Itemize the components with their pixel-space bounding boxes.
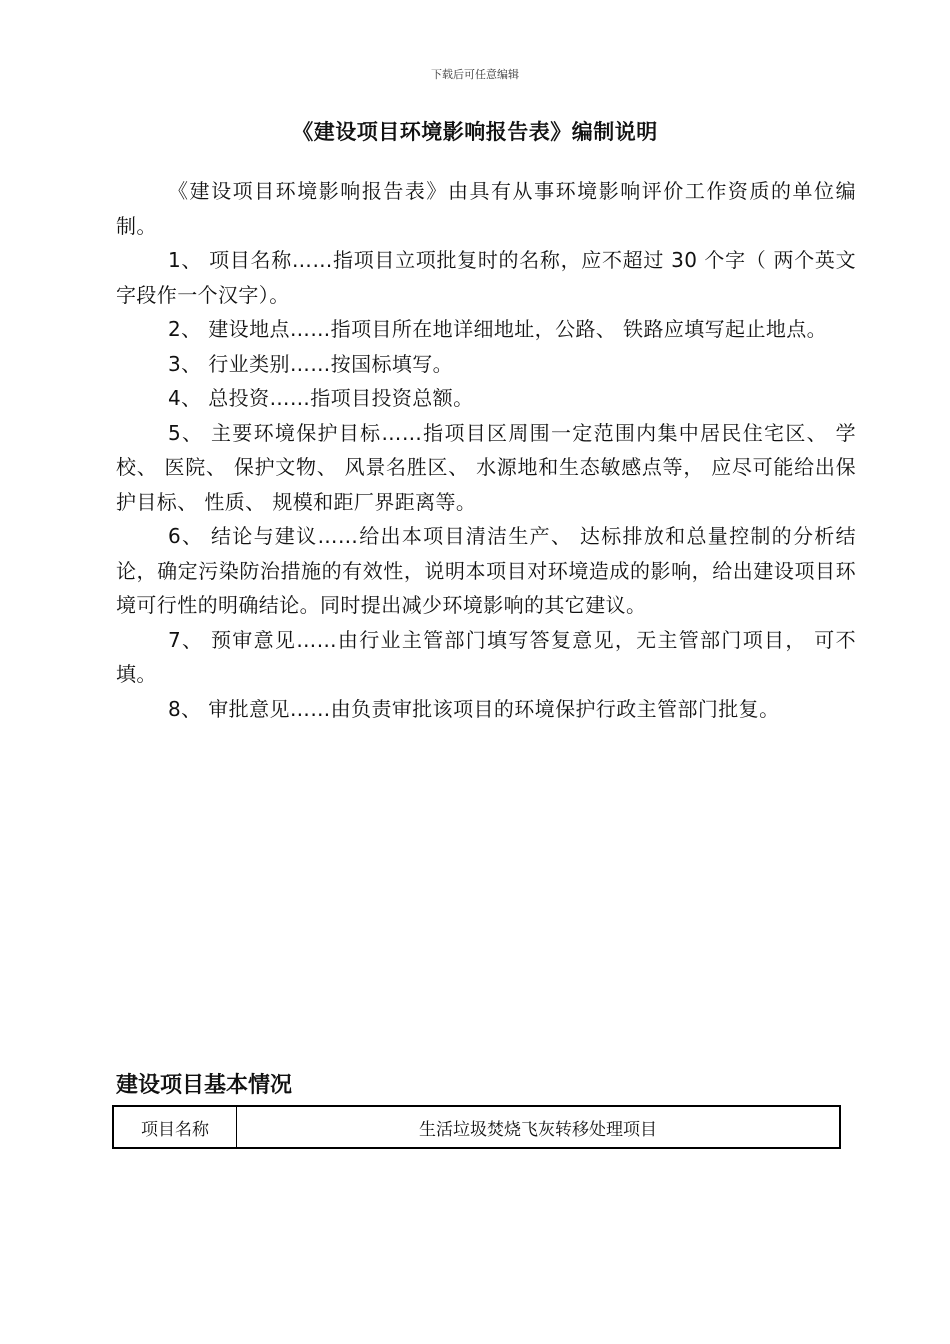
header-note: 下载后可任意编辑	[431, 68, 519, 81]
compilation-notes	[116, 174, 856, 726]
note-item-8: 8、 审批意见……由负责审批该项目的环境保护行政主管部门批复。	[168, 696, 780, 721]
note-item-3: 3、 行业类别……按国标填写。	[168, 351, 454, 376]
note-item-1: 1、 项目名称……指项目立项批复时的名称，应不超过 30 个字（ 两个英文字段作一个汉字）。	[116, 248, 856, 307]
note-item-2: 2、 建设地点……指项目所在地详细地址，公路、 铁路应填写起止地点。	[168, 317, 828, 341]
note-item-5: 5、 主要环境保护目标……指项目区周围一定范围内集中居民住宅区、 学校、 医院、 保护文物、 风景名胜区、 水源地和生态敏感点等， 应尽可能给出保护目标、 性质、 规模和距厂界距离等。	[116, 420, 856, 514]
table-row	[113, 1106, 840, 1148]
basic-info-table	[112, 1105, 841, 1149]
basic-info-section-title: 建设项目基本情况	[116, 1073, 293, 1098]
document-title: 《建设项目环境影响报告表》编制说明	[292, 120, 658, 144]
note-item-4: 4、 总投资……指项目投资总额。	[168, 386, 474, 410]
note-item-6: 6、 结论与建议……给出本项目清洁生产、 达标排放和总量控制的分析结论，确定污染防治措施的有效性，说明本项目对环境造成的影响，给出建设项目环境可行性的明确结论。同时提出减少环境影响的其它建议。	[116, 524, 856, 617]
note-item-7: 7、 预审意见……由行业主管部门填写答复意见，无主管部门项目， 可不填。	[116, 627, 856, 686]
project-name-value: 生活垃圾焚烧飞灰转移处理项目	[237, 1106, 841, 1148]
project-name-label: 项目名称	[113, 1106, 237, 1148]
intro-paragraph: 《建设项目环境影响报告表》由具有从事环境影响评价工作资质的单位编制。	[116, 179, 856, 238]
